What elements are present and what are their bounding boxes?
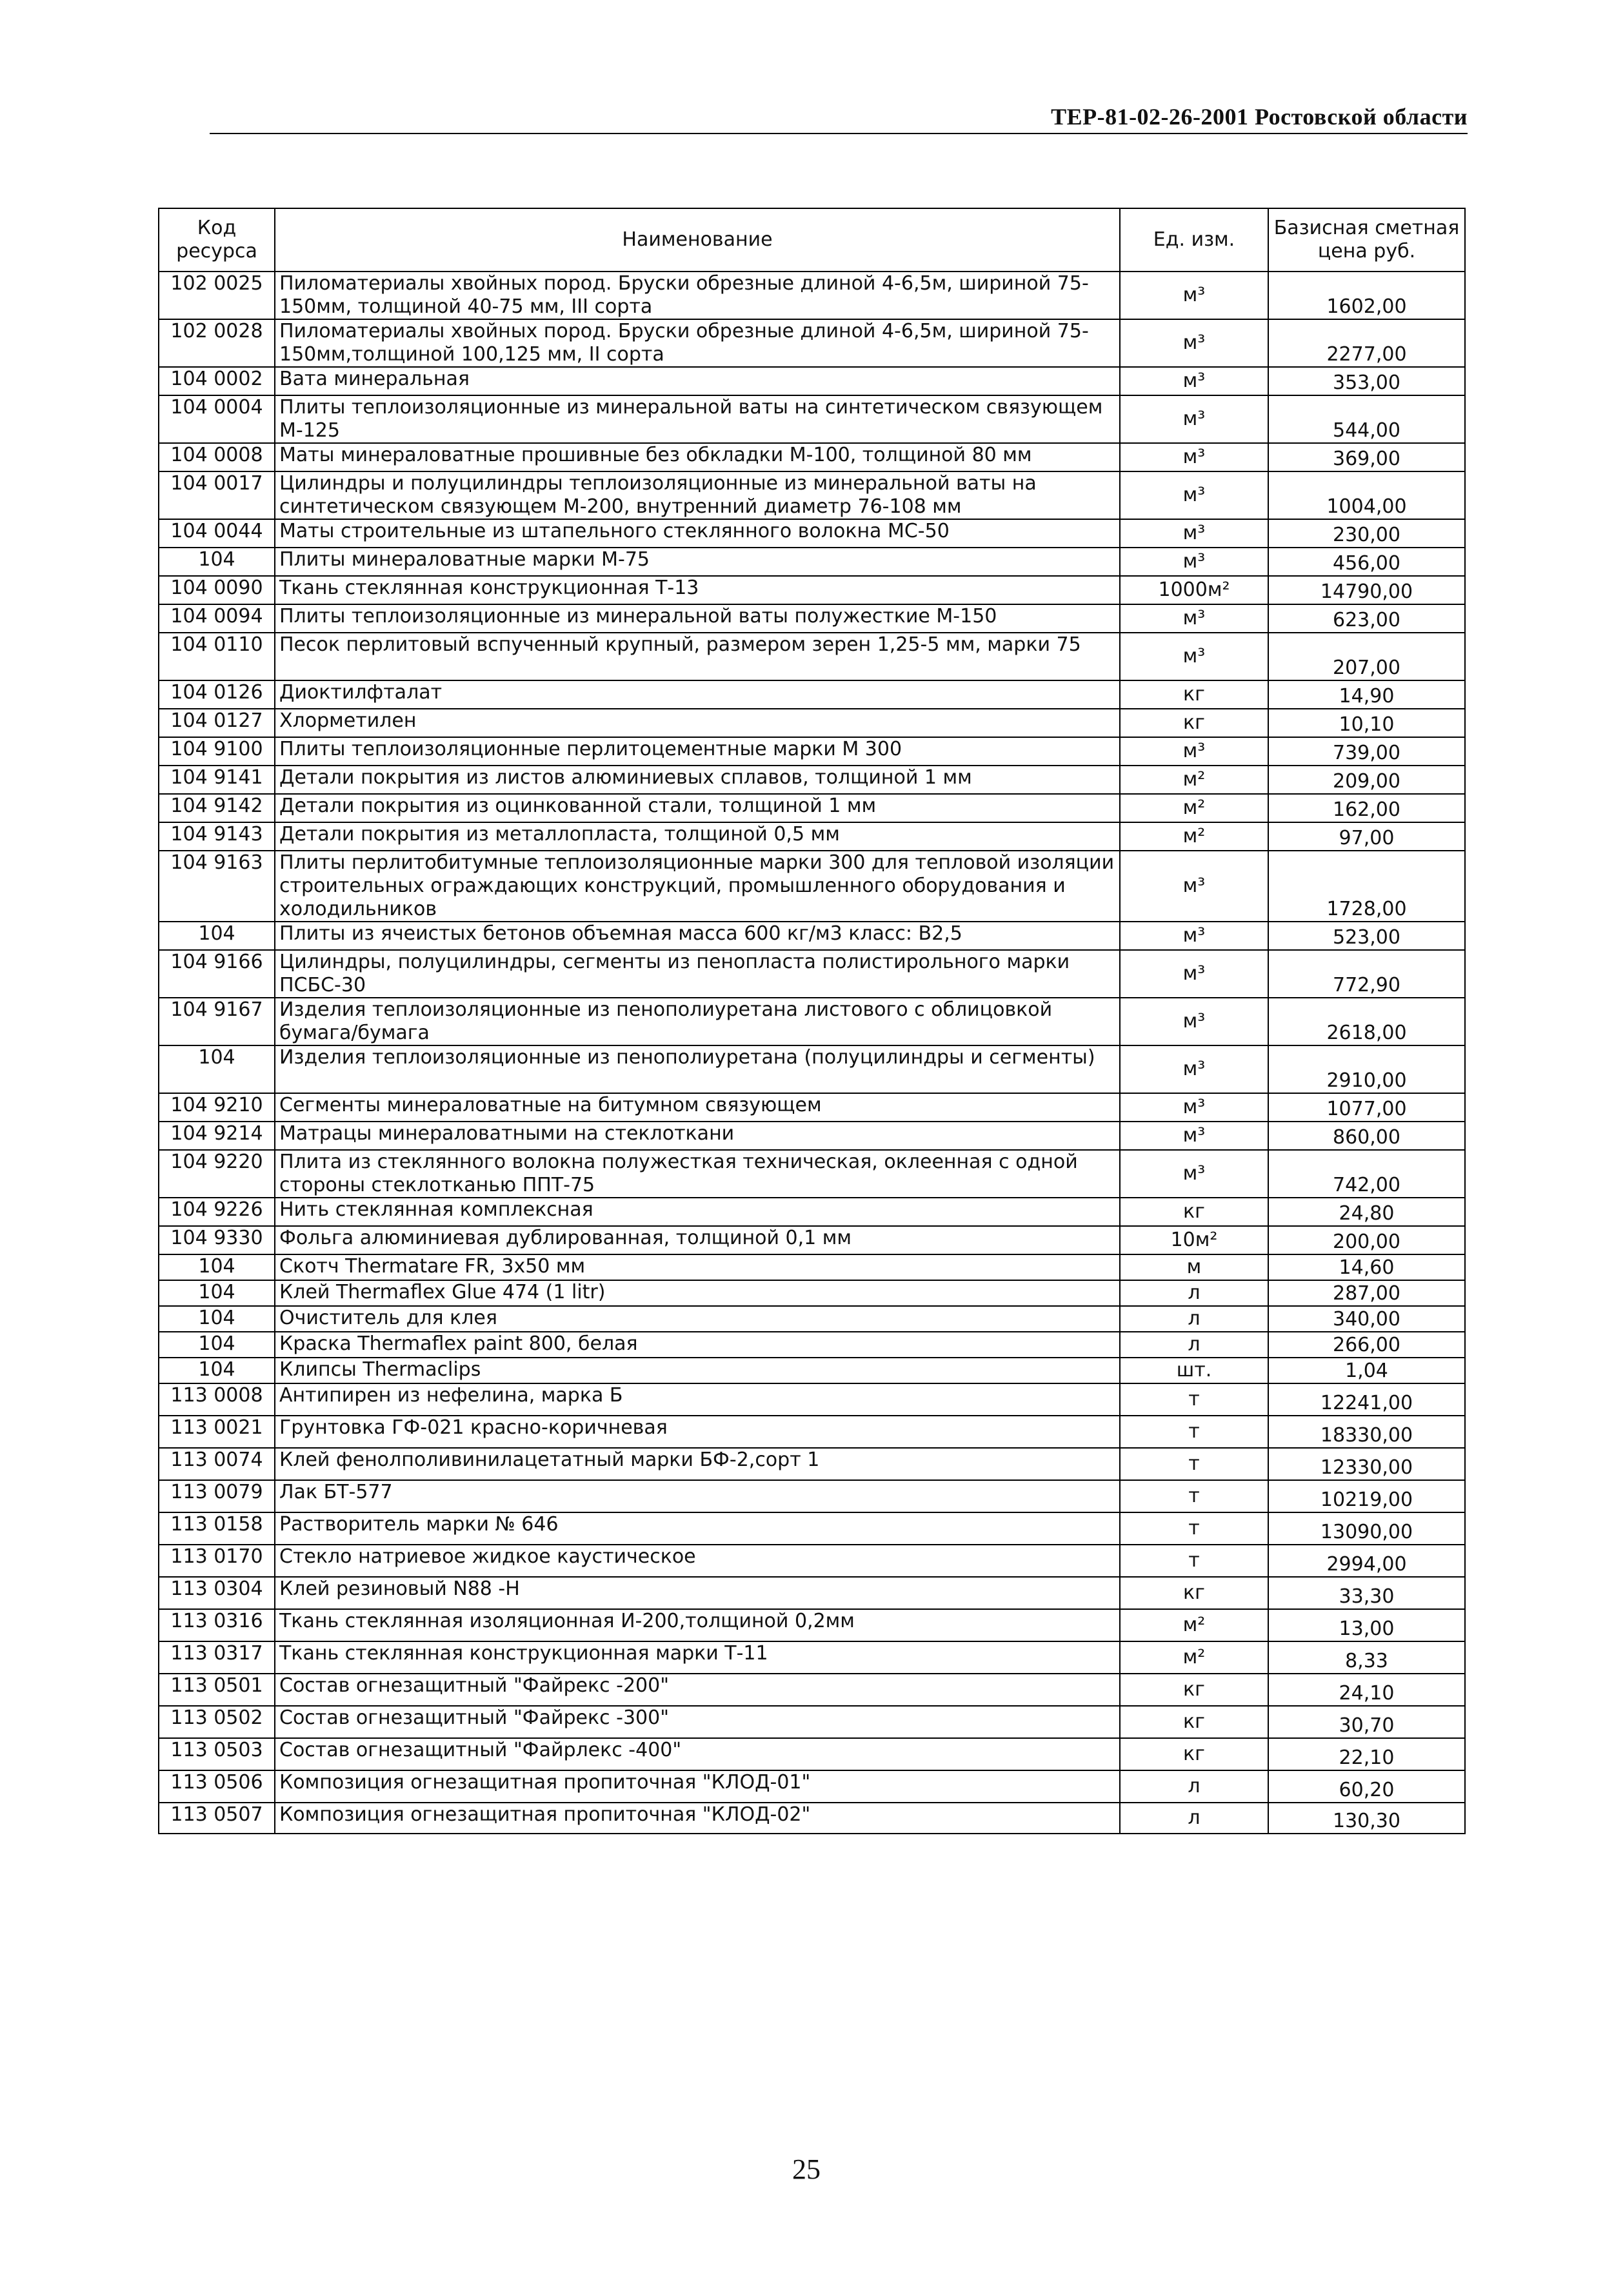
unit-cell: 10м² — [1120, 1226, 1268, 1254]
resource-name-cell: Клей Thermaflex Glue 474 (1 litr) — [275, 1280, 1120, 1306]
price-cell: 13,00 — [1268, 1609, 1465, 1641]
price-cell: 10219,00 — [1268, 1480, 1465, 1512]
price-cell: 2277,00 — [1268, 319, 1465, 367]
resource-name-cell: Клей фенолполивинилацетатный марки БФ-2,сорт 1 — [275, 1448, 1120, 1480]
resource-code-cell: 113 0317 — [159, 1641, 275, 1674]
price-cell: 287,00 — [1268, 1280, 1465, 1306]
resource-code-cell: 104 — [159, 1254, 275, 1280]
resource-name-cell: Вата минеральная — [275, 367, 1120, 395]
price-cell: 340,00 — [1268, 1306, 1465, 1332]
price-cell: 2994,00 — [1268, 1545, 1465, 1577]
resource-name-cell: Композиция огнезащитная пропиточная "КЛОД-02" — [275, 1803, 1120, 1834]
unit-cell: л — [1120, 1280, 1268, 1306]
resource-code-cell: 104 9167 — [159, 998, 275, 1045]
table-row — [159, 950, 1465, 998]
unit-cell: т — [1120, 1383, 1268, 1416]
resource-code-cell: 113 0021 — [159, 1416, 275, 1448]
unit-cell: м³ — [1120, 443, 1268, 471]
table-row — [159, 1803, 1465, 1834]
price-cell: 1004,00 — [1268, 471, 1465, 519]
unit-cell: м³ — [1120, 633, 1268, 680]
resource-code-cell: 113 0304 — [159, 1577, 275, 1609]
table-row — [159, 1358, 1465, 1383]
unit-cell: кг — [1120, 1198, 1268, 1226]
price-cell: 13090,00 — [1268, 1512, 1465, 1545]
table-row — [159, 1448, 1465, 1480]
table-row — [159, 998, 1465, 1045]
resource-name-cell: Плиты минераловатные марки М-75 — [275, 548, 1120, 576]
unit-cell: м² — [1120, 822, 1268, 851]
unit-cell: л — [1120, 1306, 1268, 1332]
price-cell: 97,00 — [1268, 822, 1465, 851]
price-cell: 209,00 — [1268, 766, 1465, 794]
table-row — [159, 1577, 1465, 1609]
resource-code-cell: 104 — [159, 1045, 275, 1093]
price-cell: 860,00 — [1268, 1122, 1465, 1150]
resource-code-cell: 104 0094 — [159, 604, 275, 633]
resource-name-cell: Краска Thermaflex paint 800, белая — [275, 1332, 1120, 1358]
resource-name-cell: Стекло натриевое жидкое каустическое — [275, 1545, 1120, 1577]
resource-name-cell: Цилиндры и полуцилиндры теплоизоляционные из минеральной ваты на синтетическом связующем М-200, внутренний диаметр 76-108 мм — [275, 471, 1120, 519]
resource-code-cell: 104 0126 — [159, 680, 275, 709]
price-cell: 544,00 — [1268, 395, 1465, 443]
unit-cell: м³ — [1120, 998, 1268, 1045]
resource-name-cell: Клей резиновый N88 -Н — [275, 1577, 1120, 1609]
table-row — [159, 1416, 1465, 1448]
unit-cell: м³ — [1120, 548, 1268, 576]
resource-name-cell: Ткань стеклянная конструкционная Т-13 — [275, 576, 1120, 604]
resource-code-cell: 104 0008 — [159, 443, 275, 471]
table-row — [159, 1770, 1465, 1803]
table-row — [159, 1674, 1465, 1706]
unit-cell: м³ — [1120, 519, 1268, 548]
price-cell: 14790,00 — [1268, 576, 1465, 604]
unit-cell: т — [1120, 1545, 1268, 1577]
table-row — [159, 794, 1465, 822]
price-cell: 772,90 — [1268, 950, 1465, 998]
resource-name-cell: Плиты перлитобитумные теплоизоляционные марки 300 для тепловой изоляции строительных ограждающих конструкций, промышленного оборудования и холодильников — [275, 851, 1120, 922]
table-row — [159, 367, 1465, 395]
resource-code-cell: 113 0074 — [159, 1448, 275, 1480]
resource-code-cell: 104 9210 — [159, 1093, 275, 1122]
resource-code-cell: 104 9330 — [159, 1226, 275, 1254]
resource-name-cell: Сегменты минераловатные на битумном связующем — [275, 1093, 1120, 1122]
unit-cell: м³ — [1120, 1122, 1268, 1150]
page-number: 25 — [792, 2153, 821, 2185]
resource-name-cell: Плиты теплоизоляционные перлитоцементные марки М 300 — [275, 737, 1120, 766]
unit-cell: кг — [1120, 1706, 1268, 1738]
table-row — [159, 1383, 1465, 1416]
table-row — [159, 1641, 1465, 1674]
resource-code-cell: 104 0127 — [159, 709, 275, 737]
price-cell: 523,00 — [1268, 922, 1465, 950]
resource-code-cell: 104 9163 — [159, 851, 275, 922]
resource-name-cell: Маты минераловатные прошивные без обкладки М-100, толщиной 80 мм — [275, 443, 1120, 471]
unit-cell: т — [1120, 1512, 1268, 1545]
table-row — [159, 443, 1465, 471]
resource-name-cell: Состав огнезащитный "Файрекс -200" — [275, 1674, 1120, 1706]
unit-cell: м³ — [1120, 1150, 1268, 1198]
unit-cell: м³ — [1120, 604, 1268, 633]
unit-cell: м² — [1120, 766, 1268, 794]
price-cell: 162,00 — [1268, 794, 1465, 822]
resource-code-cell: 104 9220 — [159, 1150, 275, 1198]
price-cell: 14,90 — [1268, 680, 1465, 709]
price-cell: 1077,00 — [1268, 1093, 1465, 1122]
unit-cell: кг — [1120, 709, 1268, 737]
resource-code-cell: 104 9166 — [159, 950, 275, 998]
table-row — [159, 737, 1465, 766]
resource-name-cell: Песок перлитовый вспученный крупный, размером зерен 1,25-5 мм, марки 75 — [275, 633, 1120, 680]
price-cell: 33,30 — [1268, 1577, 1465, 1609]
resource-name-cell: Пиломатериалы хвойных пород. Бруски обрезные длиной 4-6,5м, шириной 75-150мм, толщиной 40-75 мм, III сорта — [275, 272, 1120, 319]
table-row — [159, 922, 1465, 950]
resource-code-cell: 113 0506 — [159, 1770, 275, 1803]
table-row — [159, 519, 1465, 548]
resource-code-cell: 113 0158 — [159, 1512, 275, 1545]
resource-name-cell: Ткань стеклянная изоляционная И-200,толщиной 0,2мм — [275, 1609, 1120, 1641]
resource-name-cell: Нить стеклянная комплексная — [275, 1198, 1120, 1226]
price-cell: 24,10 — [1268, 1674, 1465, 1706]
resource-code-cell: 104 — [159, 1306, 275, 1332]
price-cell: 18330,00 — [1268, 1416, 1465, 1448]
resource-code-cell: 113 0008 — [159, 1383, 275, 1416]
resource-name-cell: Детали покрытия из оцинкованной стали, толщиной 1 мм — [275, 794, 1120, 822]
resource-name-cell: Антипирен из нефелина, марка Б — [275, 1383, 1120, 1416]
table-row — [159, 548, 1465, 576]
resource-name-cell: Ткань стеклянная конструкционная марки Т-11 — [275, 1641, 1120, 1674]
price-cell: 230,00 — [1268, 519, 1465, 548]
table-row — [159, 1512, 1465, 1545]
unit-cell: м² — [1120, 1641, 1268, 1674]
unit-cell: м³ — [1120, 737, 1268, 766]
price-cell: 353,00 — [1268, 367, 1465, 395]
unit-cell: 1000м² — [1120, 576, 1268, 604]
price-cell: 742,00 — [1268, 1150, 1465, 1198]
resource-code-cell: 104 — [159, 548, 275, 576]
table-row — [159, 633, 1465, 680]
unit-cell: л — [1120, 1803, 1268, 1834]
table-row — [159, 1332, 1465, 1358]
resource-code-cell: 104 0004 — [159, 395, 275, 443]
resource-code-cell: 113 0079 — [159, 1480, 275, 1512]
resource-name-cell: Скотч Thermatare FR, 3х50 мм — [275, 1254, 1120, 1280]
price-cell: 24,80 — [1268, 1198, 1465, 1226]
resource-code-cell: 102 0028 — [159, 319, 275, 367]
resource-name-cell: Растворитель марки № 646 — [275, 1512, 1120, 1545]
table-header-row — [159, 208, 1465, 272]
price-cell: 2910,00 — [1268, 1045, 1465, 1093]
resource-code-cell: 113 0503 — [159, 1738, 275, 1770]
resource-code-cell: 113 0502 — [159, 1706, 275, 1738]
resource-name-cell: Состав огнезащитный "Файрекс -300" — [275, 1706, 1120, 1738]
price-cell: 60,20 — [1268, 1770, 1465, 1803]
table-row — [159, 1738, 1465, 1770]
table-row — [159, 576, 1465, 604]
resource-code-cell: 104 9226 — [159, 1198, 275, 1226]
table-row — [159, 709, 1465, 737]
resource-name-cell: Грунтовка ГФ-021 красно-коричневая — [275, 1416, 1120, 1448]
price-cell: 10,10 — [1268, 709, 1465, 737]
resource-code-cell: 104 — [159, 1280, 275, 1306]
column-header-unit: Ед. изм. — [1120, 208, 1268, 272]
unit-cell: м³ — [1120, 395, 1268, 443]
price-cell: 22,10 — [1268, 1738, 1465, 1770]
unit-cell: т — [1120, 1448, 1268, 1480]
unit-cell: м³ — [1120, 471, 1268, 519]
unit-cell: кг — [1120, 1577, 1268, 1609]
resource-code-cell: 104 0017 — [159, 471, 275, 519]
price-cell: 623,00 — [1268, 604, 1465, 633]
resource-name-cell: Диоктилфталат — [275, 680, 1120, 709]
unit-cell: кг — [1120, 1674, 1268, 1706]
table-row — [159, 1122, 1465, 1150]
resource-code-cell: 113 0507 — [159, 1803, 275, 1834]
unit-cell: м³ — [1120, 851, 1268, 922]
resource-name-cell: Фольга алюминиевая дублированная, толщиной 0,1 мм — [275, 1226, 1120, 1254]
unit-cell: м — [1120, 1254, 1268, 1280]
price-cell: 12330,00 — [1268, 1448, 1465, 1480]
resource-code-cell: 102 0025 — [159, 272, 275, 319]
unit-cell: м³ — [1120, 272, 1268, 319]
unit-cell: м³ — [1120, 950, 1268, 998]
table-row — [159, 851, 1465, 922]
resource-name-cell: Изделия теплоизоляционные из пенополиуретана листового с облицовкой бумага/бумага — [275, 998, 1120, 1045]
price-cell: 1602,00 — [1268, 272, 1465, 319]
price-cell: 130,30 — [1268, 1803, 1465, 1834]
unit-cell: кг — [1120, 1738, 1268, 1770]
unit-cell: шт. — [1120, 1358, 1268, 1383]
resource-code-cell: 113 0501 — [159, 1674, 275, 1706]
resource-name-cell: Детали покрытия из металлопласта, толщиной 0,5 мм — [275, 822, 1120, 851]
price-cell: 369,00 — [1268, 443, 1465, 471]
unit-cell: м² — [1120, 1609, 1268, 1641]
resource-name-cell: Плиты теплоизоляционные из минеральной ваты полужесткие М-150 — [275, 604, 1120, 633]
table-row — [159, 822, 1465, 851]
resource-name-cell: Матрацы минераловатными на стеклоткани — [275, 1122, 1120, 1150]
table-row — [159, 1254, 1465, 1280]
column-header-price: Базисная сметная цена руб. — [1268, 208, 1465, 272]
resource-name-cell: Клипсы Thermaclips — [275, 1358, 1120, 1383]
resource-code-cell: 104 — [159, 1358, 275, 1383]
table-row — [159, 680, 1465, 709]
unit-cell: т — [1120, 1416, 1268, 1448]
resource-name-cell: Плита из стеклянного волокна полужесткая техническая, оклеенная с одной стороны стеклотканью ППТ-75 — [275, 1150, 1120, 1198]
table-row — [159, 319, 1465, 367]
price-cell: 1728,00 — [1268, 851, 1465, 922]
resource-name-cell: Состав огнезащитный "Файрлекс -400" — [275, 1738, 1120, 1770]
table-row — [159, 1480, 1465, 1512]
unit-cell: м³ — [1120, 367, 1268, 395]
table-row — [159, 1226, 1465, 1254]
resource-code-cell: 113 0170 — [159, 1545, 275, 1577]
resource-code-cell: 104 9141 — [159, 766, 275, 794]
table-row — [159, 1093, 1465, 1122]
price-cell: 12241,00 — [1268, 1383, 1465, 1416]
resource-code-cell: 104 9142 — [159, 794, 275, 822]
table-body — [159, 272, 1465, 1834]
resource-name-cell: Лак БТ-577 — [275, 1480, 1120, 1512]
unit-cell: м³ — [1120, 1093, 1268, 1122]
table-row — [159, 395, 1465, 443]
price-cell: 207,00 — [1268, 633, 1465, 680]
price-cell: 456,00 — [1268, 548, 1465, 576]
table-row — [159, 1045, 1465, 1093]
resource-code-cell: 104 0002 — [159, 367, 275, 395]
table-row — [159, 604, 1465, 633]
table-row — [159, 1280, 1465, 1306]
resource-name-cell: Композиция огнезащитная пропиточная "КЛОД-01" — [275, 1770, 1120, 1803]
price-cell: 200,00 — [1268, 1226, 1465, 1254]
resource-name-cell: Плиты из ячеистых бетонов объемная масса 600 кг/м3 класс: В2,5 — [275, 922, 1120, 950]
unit-cell: л — [1120, 1770, 1268, 1803]
price-cell: 14,60 — [1268, 1254, 1465, 1280]
unit-cell: м³ — [1120, 922, 1268, 950]
unit-cell: кг — [1120, 680, 1268, 709]
document-header-title: ТЕР-81-02-26-2001 Ростовской области — [210, 102, 1468, 134]
resource-name-cell: Изделия теплоизоляционные из пенополиуретана (полуцилиндры и сегменты) — [275, 1045, 1120, 1093]
column-header-code: Код ресурса — [159, 208, 275, 272]
resource-code-cell: 104 — [159, 1332, 275, 1358]
table-row — [159, 1150, 1465, 1198]
table-row — [159, 1706, 1465, 1738]
price-cell: 739,00 — [1268, 737, 1465, 766]
unit-cell: м² — [1120, 794, 1268, 822]
unit-cell: м³ — [1120, 1045, 1268, 1093]
table-row — [159, 272, 1465, 319]
table-row — [159, 1306, 1465, 1332]
resource-code-cell: 104 9143 — [159, 822, 275, 851]
resource-code-cell: 104 9100 — [159, 737, 275, 766]
resource-name-cell: Плиты теплоизоляционные из минеральной ваты на синтетическом связующем М-125 — [275, 395, 1120, 443]
resource-name-cell: Очиститель для клея — [275, 1306, 1120, 1332]
resource-name-cell: Пиломатериалы хвойных пород. Бруски обрезные длиной 4-6,5м, шириной 75-150мм,толщиной 100,125 мм, II сорта — [275, 319, 1120, 367]
resource-name-cell: Детали покрытия из листов алюминиевых сплавов, толщиной 1 мм — [275, 766, 1120, 794]
table-row — [159, 766, 1465, 794]
column-header-name: Наименование — [275, 208, 1120, 272]
resource-name-cell: Маты строительные из штапельного стеклянного волокна МС-50 — [275, 519, 1120, 548]
unit-cell: т — [1120, 1480, 1268, 1512]
resource-code-cell: 104 9214 — [159, 1122, 275, 1150]
resource-code-cell: 113 0316 — [159, 1609, 275, 1641]
resource-code-cell: 104 0044 — [159, 519, 275, 548]
unit-cell: л — [1120, 1332, 1268, 1358]
resource-price-table — [158, 208, 1466, 1834]
resource-name-cell: Цилиндры, полуцилиндры, сегменты из пенопласта полистирольного марки ПСБС-30 — [275, 950, 1120, 998]
unit-cell: м³ — [1120, 319, 1268, 367]
price-cell: 8,33 — [1268, 1641, 1465, 1674]
resource-code-cell: 104 0090 — [159, 576, 275, 604]
price-cell: 30,70 — [1268, 1706, 1465, 1738]
price-cell: 2618,00 — [1268, 998, 1465, 1045]
table-row — [159, 1545, 1465, 1577]
price-cell: 1,04 — [1268, 1358, 1465, 1383]
price-cell: 266,00 — [1268, 1332, 1465, 1358]
resource-code-cell: 104 0110 — [159, 633, 275, 680]
table-row — [159, 1609, 1465, 1641]
table-row — [159, 471, 1465, 519]
table-row — [159, 1198, 1465, 1226]
resource-name-cell: Хлорметилен — [275, 709, 1120, 737]
resource-code-cell: 104 — [159, 922, 275, 950]
